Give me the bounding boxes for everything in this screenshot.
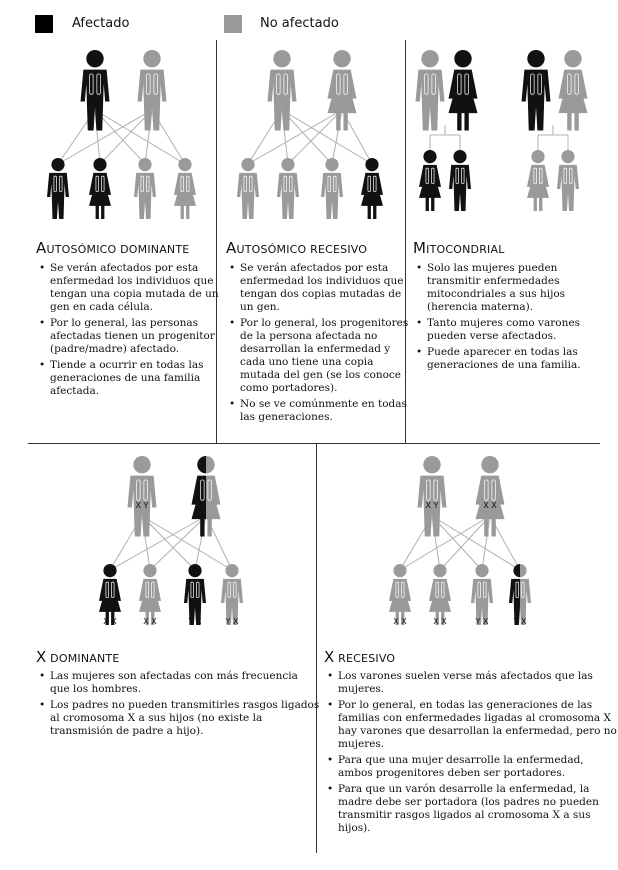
- bullet-item: • Tiende a ocurrir en todas las generaciones de una familia afectada.: [50, 359, 220, 398]
- parent-figure-1: [128, 456, 157, 536]
- bullet-item: • Por lo general, los progenitores de la persona afectada no desarrollan la enfermedad y cada uno tiene una copia mutada del gen (se los conoce como portadores).: [240, 317, 410, 395]
- bullet-item: • Los varones suelen verse más afectados que las mujeres.: [338, 670, 618, 696]
- chromosome-label-child-3: Y X: [188, 617, 202, 626]
- bullet-item: • Puede aparecer en todas las generaciones de una familia.: [427, 346, 607, 372]
- parent-figure-1: [418, 456, 447, 536]
- parent-figure-1: [268, 50, 297, 130]
- bullet-item: • Para que un varón desarrolle la enfermedad, la madre debe ser portadora (los padres no pueden transmitir rasgos ligados al cromosoma X a sus hijos).: [338, 783, 618, 835]
- child-figure-2: [277, 158, 299, 219]
- child-figure-1: [99, 564, 121, 625]
- mother-figure-1: [449, 50, 478, 130]
- heading-autosomal-recessive: AUTOSÓMICO RECESIVO: [226, 239, 368, 257]
- bullets-mitochondrial: [413, 262, 607, 375]
- child-figure-4: [557, 150, 579, 211]
- chromosome-label-child-2: X X: [143, 617, 157, 626]
- chromosome-label-child-3: Y X: [475, 617, 489, 626]
- chromosome-label-mother: X X: [483, 501, 497, 510]
- chromosome-label-child-1: X X: [103, 617, 117, 626]
- parent-figure-1: [81, 50, 110, 130]
- parent-figure-2: [476, 456, 505, 536]
- legend-unaffected-label: No afectado: [260, 16, 339, 31]
- bullet-item: • Por lo general, las personas afectadas tienen un progenitor (padre/madre) afectado.: [50, 317, 220, 356]
- child-figure-3: [184, 564, 206, 625]
- child-figure-1: [47, 158, 69, 219]
- child-figure-4: [509, 564, 531, 625]
- bullet-item: • Para que una mujer desarrolle la enfermedad, ambos progenitores deben ser portadores.: [338, 754, 618, 780]
- bullets-autosomal-recessive: [226, 262, 410, 427]
- parent-figure-2: [328, 50, 357, 130]
- child-figure-2: [449, 150, 471, 211]
- child-figure-2: [139, 564, 161, 625]
- x-dominant-pedigree: [80, 446, 280, 636]
- child-figure-3: [134, 158, 156, 219]
- child-figure-4: [361, 158, 383, 219]
- bullet-item: • Tanto mujeres como varones pueden verse afectados.: [427, 317, 607, 343]
- parent-figure-2: [138, 50, 167, 130]
- mother-figure-2: [559, 50, 588, 130]
- child-figure-3: [321, 158, 343, 219]
- autosomal-dominant-pedigree: [30, 40, 216, 230]
- legend-unaffected-swatch: [224, 15, 242, 33]
- bullet-item: • Las mujeres son afectadas con más frecuencia que los hombres.: [50, 670, 320, 696]
- bullet-item: • Los padres no pueden transmitirles rasgos ligados al cromosoma X a sus hijos (no existe la transmisión de padre a hijo).: [50, 699, 320, 738]
- bullets-x-dominant: [36, 670, 320, 741]
- heading-x-dominant: X DOMINANTE: [36, 648, 120, 666]
- child-figure-2: [429, 564, 451, 625]
- bullet-item: • Se verán afectados por esta enfermedad los individuos que tengan dos copias mutadas de un gen.: [240, 262, 410, 314]
- autosomal-recessive-pedigree: [220, 40, 406, 230]
- parent-figure-2: [192, 456, 221, 536]
- chromosome-label-child-2: X X: [433, 617, 447, 626]
- chromosome-label-child-1: X X: [393, 617, 407, 626]
- heading-autosomal-dominant: AUTOSÓMICO DOMINANTE: [36, 239, 190, 257]
- bullet-item: • Se verán afectados por esta enfermedad los individuos que tengan una copia mutada de un gen en cada célula.: [50, 262, 220, 314]
- chromosome-label-father: X Y: [135, 501, 149, 510]
- divider-bottom: [316, 443, 317, 853]
- child-figure-4: [174, 158, 196, 219]
- bullet-item: • Solo las mujeres pueden transmitir enfermedades mitocondriales a sus hijos (herencia materna).: [427, 262, 607, 314]
- child-figure-1: [237, 158, 259, 219]
- child-figure-4: [221, 564, 243, 625]
- child-figure-2: [89, 158, 111, 219]
- chromosome-label-father: X Y: [425, 501, 439, 510]
- chromosome-label-child-4: Y X: [513, 617, 527, 626]
- x-recessive-pedigree: [370, 446, 570, 636]
- mitochondrial-pedigree: [408, 40, 608, 230]
- child-figure-1: [419, 150, 441, 211]
- father-figure-2: [522, 50, 551, 130]
- bullet-item: • Por lo general, en todas las generaciones de las familias con enfermedades ligadas al cromosoma X hay varones que desarrollan la enfermedad, pero no mujeres.: [338, 699, 618, 751]
- heading-x-recessive: X RECESIVO: [324, 648, 396, 666]
- bullet-item: • No se ve comúnmente en todas las generaciones.: [240, 398, 410, 424]
- chromosome-label-child-4: Y X: [225, 617, 239, 626]
- legend-affected-swatch: [35, 15, 53, 33]
- child-figure-3: [527, 150, 549, 211]
- child-figure-1: [389, 564, 411, 625]
- bullets-x-recessive: [324, 670, 618, 838]
- bullets-autosomal-dominant: [36, 262, 220, 401]
- father-figure-1: [416, 50, 445, 130]
- legend-affected-label: Afectado: [72, 16, 130, 31]
- heading-mitochondrial: MITOCONDRIAL: [413, 239, 505, 257]
- divider-middle: [28, 443, 600, 444]
- child-figure-3: [471, 564, 493, 625]
